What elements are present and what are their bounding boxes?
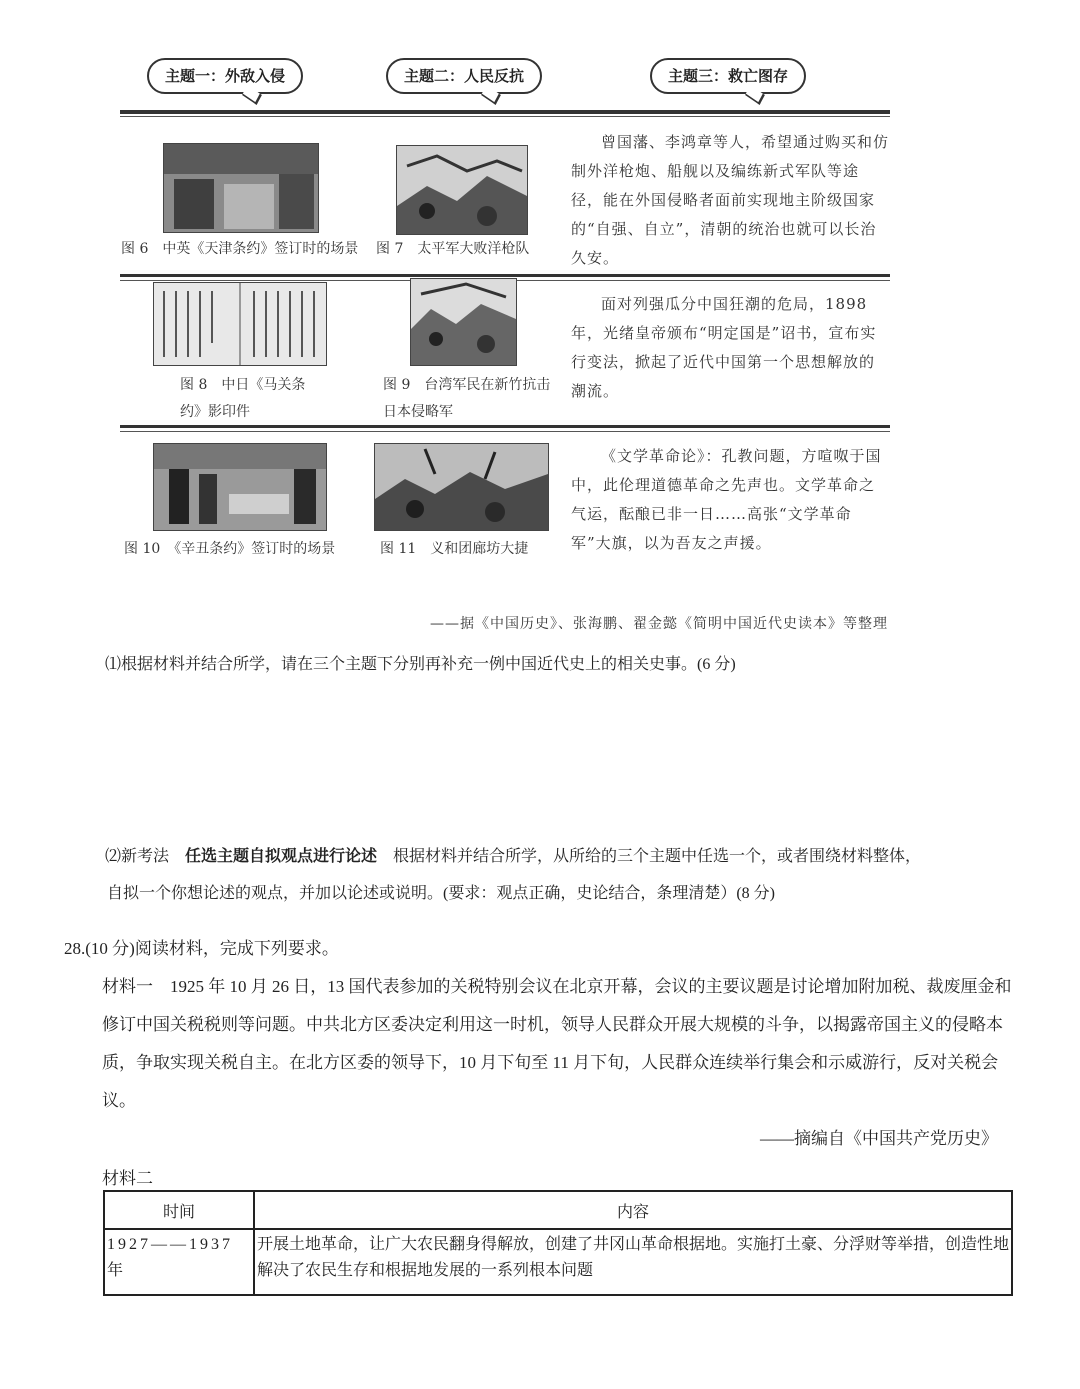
figure-8-caption: 图 8 中日《马关条约》影印件 bbox=[180, 377, 306, 420]
figure-7-caption: 图 7 太平军大败洋枪队 bbox=[376, 241, 530, 257]
quote-row-1: 曾国藩、李鸿章等人，希望通过购买和仿制外洋枪炮、船舰以及编练新式军队等途径，能在外国侵略者面前实现地主阶级国家的“自强、自立”，清朝的统治也就可以长治久安。 bbox=[571, 133, 890, 267]
question-1: ⑴根据材料并结合所学，请在三个主题下分别再补充一例中国近代史上的相关史事。(6 分) bbox=[105, 656, 736, 673]
source-note: ——据《中国历史》、张海鹏、翟金懿《简明中国近代史读本》等整理 bbox=[430, 616, 888, 632]
quote-row-3: 《文学革命论》：孔教问题，方喧呶于国中，此伦理道德革命之先声也。文学革命之气运，酝酿已非一日……高张“文学革命军”大旗，以为吾友之声援。 bbox=[571, 447, 882, 552]
material-1: 材料一 1925 年 10 月 26 日，13 国代表参加的关税特别会议在北京开幕，会议的主要议题是讨论增加附加税、裁废厘金和修订中国关税税则等问题。中共北方区委决定利用这一时机，领导人民群众开展大规模的斗争，以揭露帝国主义的侵略本质，争取实现关税自主。在北方区委的领导下，10 月下旬至 11 月下旬，人民群众连续举行集会和示威游行，反对关税会议。 bbox=[102, 977, 1012, 1110]
header-rule-thin bbox=[120, 116, 890, 117]
question-28-title: 28.(10 分)阅读材料，完成下列要求。 bbox=[64, 939, 339, 958]
table-cell-time: 1927——1937年 bbox=[104, 1229, 254, 1295]
question-2-body: 根据材料并结合所学，从所给的三个主题中任选一个，或者围绕材料整体， bbox=[377, 848, 922, 865]
material-2-table bbox=[103, 1190, 1013, 1296]
table-header-content: 内容 bbox=[254, 1191, 1012, 1229]
table-header-time: 时间 bbox=[104, 1191, 254, 1229]
figure-10-caption: 图 10 《辛丑条约》签订时的场景 bbox=[124, 541, 336, 557]
figure-8-photo bbox=[153, 282, 327, 366]
material-2-label: 材料二 bbox=[102, 1169, 153, 1188]
figure-6-photo bbox=[163, 143, 319, 233]
topic-tag-1: 主题一：外敌入侵 bbox=[147, 58, 303, 94]
topic-tag-2: 主题二：人民反抗 bbox=[386, 58, 542, 94]
table-row bbox=[104, 1229, 1012, 1295]
quote-row-2: 面对列强瓜分中国狂潮的危局，1898年，光绪皇帝颁布“明定国是”诏书，宣布实行变法，掀起了近代中国第一个思想解放的潮流。 bbox=[571, 295, 877, 400]
figure-9-caption: 图 9 台湾军民在新竹抗击日本侵略军 bbox=[383, 377, 551, 420]
figure-10-photo bbox=[153, 443, 327, 531]
figure-6-caption: 图 6 中英《天津条约》签订时的场景 bbox=[121, 241, 359, 257]
row-rule-2-thin bbox=[120, 431, 890, 432]
figure-11-caption: 图 11 义和团廊坊大捷 bbox=[380, 541, 529, 557]
header-rule bbox=[120, 110, 890, 114]
question-2-line-2: 自拟一个你想论述的观点，并加以论述或说明。(要求：观点正确，史论结合，条理清楚）(8 分) bbox=[107, 885, 775, 902]
figure-7-photo bbox=[396, 145, 528, 235]
question-2-line-1 bbox=[105, 840, 921, 874]
row-rule-2 bbox=[120, 425, 890, 428]
table-cell-content: 开展土地革命，让广大农民翻身得解放，创建了井冈山革命根据地。实施打土豪、分浮财等举措，创造性地解决了农民生存和根据地发展的一系列根本问题 bbox=[254, 1229, 1012, 1295]
table-header-row bbox=[104, 1191, 1012, 1229]
material-1-source: ——摘编自《中国共产党历史》 bbox=[760, 1129, 998, 1148]
question-2-method: 任选主题自拟观点进行论述 bbox=[185, 848, 378, 865]
figure-9-photo bbox=[410, 278, 517, 366]
topic-tag-3: 主题三：救亡图存 bbox=[650, 58, 806, 94]
question-2-prefix: ⑵新考法 bbox=[105, 848, 186, 865]
figure-11-photo bbox=[374, 443, 549, 531]
row-rule-1 bbox=[120, 274, 890, 277]
